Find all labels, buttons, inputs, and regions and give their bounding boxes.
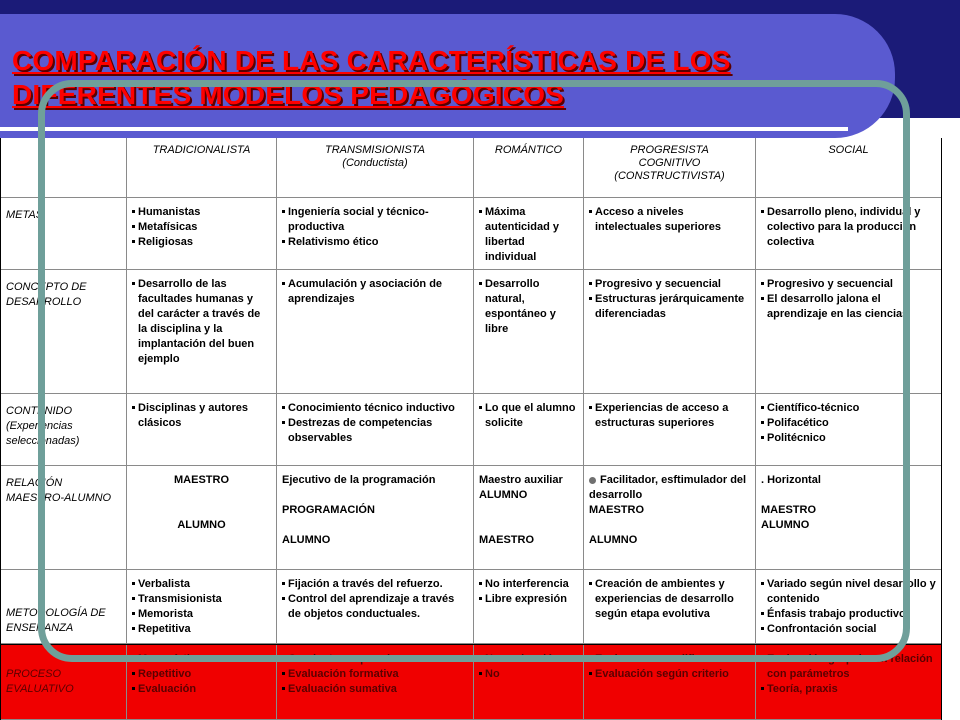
list-item: Énfasis trabajo productivo [761,607,936,622]
bullet-list [589,577,750,622]
bullet-list [282,577,468,622]
bullet-list [282,205,468,250]
bullet-list [589,652,750,682]
bullet-list [761,652,936,697]
bullet-list [479,652,578,682]
table-cell [277,645,474,719]
header-social: SOCIAL [828,144,869,156]
bullet-list [282,401,468,446]
table-cell [584,570,756,643]
list-item: Progresivo y secuencial [761,277,936,292]
bullet-list [479,577,578,607]
list-item: Conductas esperadas [282,652,468,667]
bullet-list [479,205,578,265]
table-cell [756,198,941,269]
list-item: Metafísicas [132,220,271,235]
table-row-concepto [1,270,941,394]
list-item: Teoría, praxis [761,682,936,697]
title-line-1: COMPARACIÓN DE LAS CARACTERÍSTICAS DE LOS [12,45,731,76]
table-cell [127,394,277,465]
header-transmisionista: TRANSMISIONISTA (Conductista) [277,138,474,197]
table-header-row [1,138,941,198]
title-line-2: DIFERENTES MODELOS PEDAGÓGICOS [12,79,565,110]
list-item: Evaluación según criterio [589,667,750,682]
bullet-list [589,401,750,431]
table-cell [277,198,474,269]
list-item: Experiencias de acceso a estructuras superiores [589,401,750,431]
table-cell [584,270,756,393]
list-item: Libre expresión [479,592,578,607]
list-item: Evaluar no es calificar [589,652,750,667]
bullet-list [761,577,936,637]
row-label: METODOLOGÍA DE ENSEÑANZA [1,570,127,643]
list-item: Destrezas de competencias observables [282,416,468,446]
slide-title [12,44,731,112]
row-label: RELACIÓN MAESTRO-ALUMNO [1,466,127,569]
bullet-list [132,652,271,697]
table-cell [127,198,277,269]
table-cell [584,645,756,719]
table-cell: Maestro auxiliar ALUMNO MAESTRO [474,466,584,569]
list-item: Memorista [132,607,271,622]
title-banner [0,14,895,138]
bullet-list [132,205,271,250]
list-item: Evaluación sumativa [282,682,468,697]
list-item: Polifacético [761,416,936,431]
table-cell: Facilitador, esftimulador del desarrollo MAESTRO ALUMNO [584,466,756,569]
bullet-dot-icon [589,477,596,484]
table-cell [474,270,584,393]
table-cell: MAESTRO ALUMNO [127,466,277,569]
list-item: Confrontación social [761,622,936,637]
list-item: Acceso a niveles intelectuales superiores [589,205,750,235]
bullet-list [761,205,936,250]
table-row-evaluativo [1,644,941,720]
table-cell [474,570,584,643]
list-item: Politécnico [761,431,936,446]
bullet-list [761,401,936,446]
list-item: Repetitivo [132,667,271,682]
title-underline-divider [0,127,848,131]
table-cell [474,198,584,269]
bullet-list [589,277,750,322]
table-cell [756,570,941,643]
list-item: Estructuras jerárquicamente diferenciadas [589,292,750,322]
bullet-list [132,577,271,637]
list-item: Memorístico [132,652,271,667]
table-cell [277,394,474,465]
list-item: Máxima autenticidad y libertad individual [479,205,578,265]
bullet-list [479,401,578,431]
list-item: Desarrollo de las facultades humanas y del carácter a través de la disciplina y la implantación del buen ejemplo [132,277,271,367]
list-item: Repetitiva [132,622,271,637]
list-item: Progresivo y secuencial [589,277,750,292]
list-item: Control del aprendizaje a través de objetos conductuales. [282,592,468,622]
table-cell [756,645,941,719]
table-cell [756,270,941,393]
list-item: Religiosas [132,235,271,250]
bullet-list [589,205,750,235]
header-tradicionalista: TRADICIONALISTA [127,138,277,197]
list-item: Evaluación formativa [282,667,468,682]
table-row-metodologia [1,570,941,644]
bullet-list [761,277,936,322]
list-item: Variado según nivel desarrollo y contenido [761,577,936,607]
list-item: Desarrollo natural, espontáneo y libre [479,277,578,337]
list-item: No evaluación [479,652,578,667]
table-cell [127,570,277,643]
table-cell [277,570,474,643]
table-cell: Ejecutivo de la programación PROGRAMACIÓN ALUMNO [277,466,474,569]
list-item: Desarrollo pleno, individual y colectivo para la producción colectiva [761,205,936,250]
list-item: No [479,667,578,682]
list-item: Acumulación y asociación de aprendizajes [282,277,468,307]
table-cell [584,198,756,269]
bullet-list [132,277,271,367]
bullet-list [282,277,468,307]
table-cell [277,270,474,393]
list-item: Humanistas [132,205,271,220]
list-item: Ingeniería social y técnico-productiva [282,205,468,235]
list-item: Relativismo ético [282,235,468,250]
row-label: CONCEPTO DE DESARROLLO [1,270,127,393]
comparison-table [0,138,942,720]
table-cell [127,645,277,719]
table-row-contenido [1,394,941,466]
table-row-relacion [1,466,941,570]
row-label: CONTENIDO (Experiencias seleccionadas) [1,394,127,465]
bullet-list [282,652,468,697]
list-item: Conocimiento técnico inductivo [282,401,468,416]
row-label: METAS [1,198,127,269]
table-cell [127,270,277,393]
header-romantico: ROMÁNTICO [474,138,584,197]
header-progresista: PROGRESISTA COGNITIVO (CONSTRUCTIVISTA) [584,138,756,197]
list-item: Transmisionista [132,592,271,607]
list-item: Evaluación grupal o en relación con parámetros [761,652,936,682]
list-item: Fijación a través del refuerzo. [282,577,468,592]
table-cell [474,645,584,719]
header-cell-empty [1,138,127,197]
list-item: Evaluación [132,682,271,697]
table-cell: . Horizontal MAESTRO ALUMNO [761,474,821,531]
row-label: PROCESO EVALUATIVO [1,645,127,719]
list-item: Disciplinas y autores clásicos [132,401,271,431]
table-row-metas [1,198,941,270]
table-cell [584,394,756,465]
bullet-list [132,401,271,431]
list-item: Científico-técnico [761,401,936,416]
list-item: Verbalista [132,577,271,592]
list-item: No interferencia [479,577,578,592]
bullet-list [479,277,578,337]
table-cell [756,394,941,465]
list-item: El desarrollo jalona el aprendizaje en las ciencias [761,292,936,322]
table-cell [474,394,584,465]
list-item: Lo que el alumno solicite [479,401,578,431]
list-item: Creación de ambientes y experiencias de desarrollo según etapa evolutiva [589,577,750,622]
